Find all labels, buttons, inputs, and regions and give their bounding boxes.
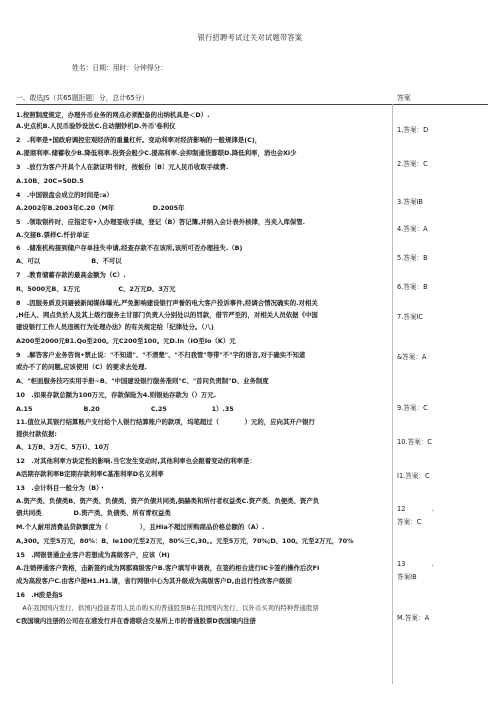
question-line: A在我国国内发行、供国内投能者用人民币购买的普通股票B在我国国内发行、以外币买卖的特种普通股票 — [16, 604, 319, 612]
question-line: 3 .放行为客户开具个人在款证明书时，按板份〔B〕元人民币收取手续费. — [16, 163, 229, 171]
question-line: 或办不了的问题,应该使用（C）的要求去处理. — [16, 363, 147, 371]
question-line: 11.值位从其银行结算账户支付给个人银行结算账户的款项，坞笔超过（ ）元的，应向其开户银行 — [16, 418, 315, 426]
question-line: 7 .教育储蓄存款的最高金额为（C）. — [16, 271, 126, 279]
answer-2: 2.答案：C — [397, 160, 428, 168]
question-line: 1.按照制度规定，办理外币业务的网点必须配备的出纳机具是＜D）. — [16, 111, 210, 119]
question-line: 2 .利率是•国政府调控宏观经济的重量杠杆。变动利率对经济影响的一般规律是(C)， — [16, 136, 262, 144]
question-line: A活期存款利率B定期存款利率C基准利率D名义利率 — [16, 470, 164, 478]
header-rule — [16, 104, 488, 105]
answer-8: &答案：A — [397, 353, 427, 361]
question-line: 成为高段客户C.由客户提H1.H1.请，省行网银中心为其升级成为高级客户D,由总行性改客户级别 — [16, 577, 292, 585]
question-line: A、"柜面服务技巧实用手册~B、"中国建设银行服务准则"C、"首问负责制"D、业务制度 — [16, 377, 269, 385]
question-line: 提供付款依据: — [16, 430, 57, 438]
answer-6: 6.答案：B — [397, 283, 428, 291]
question-line: A,300。元至5万元，80%：B、le100元至2万元，80%三C,30。。元至5万元，70%;D、100。元至2万元，70% — [16, 537, 354, 545]
question-line: C我国境内注册的公司在在港发行并在香港联合交易所上市的普通股票D我国境内注册 — [16, 617, 257, 625]
question-line: 9 .解答客户业务咨询•禁止说："不知道"、"不清楚"、"不归我管"等带"不"字的语言,对于确实不知道 — [16, 351, 306, 359]
answer-4: 4.答案：A — [397, 225, 428, 233]
section-heading: 一、敢选JS（共65题拒题〕分，总计65分） — [16, 94, 149, 102]
question-line: A.10B、20C=50D.5 — [16, 177, 84, 185]
answer-12: 12 .答案：C — [397, 505, 434, 526]
question-line: A.注销停通客户资格，击新签约成为网郡商级客户B.客户填写申请表，在签约柜台进行IC卡签约操作后次FI — [16, 564, 320, 572]
answer-column-header: 答案 — [397, 94, 411, 102]
question-line: 13 .会计科目一般分为（B）・ — [16, 484, 106, 492]
question-line: A.史点机B.人民币验钞设法C.自动捆钞机D.外币'卷利仪 — [16, 122, 176, 130]
exam-meta-line: 姓名：日期：用时：分钟得分： — [72, 64, 168, 72]
question-line: 4 .中国银盘会成立的时间是:a） — [16, 191, 113, 199]
answer-11: I1.答案：C — [397, 472, 430, 480]
answer-3: 3.答案IB — [397, 198, 423, 206]
answer-9: 9.答案：C — [397, 404, 428, 412]
question-line: M.个人耐用消费品贷款额度为（ ），且Hia不超过所购商品价格总额的（A）. — [16, 523, 265, 531]
question-line: A、1万B、3万C、5万I）、10万 — [16, 443, 110, 451]
question-line: A.2002年B.2003年C.20（M年 D.2005年 — [16, 204, 185, 212]
question-line: 8 .因服务质及问避被新闻媒体曝光,严免影响建设银行声誉的电大客户投诉事件,经调合情况确实的.对相关 — [16, 299, 318, 307]
question-line: A.提商利率.储蓄收少B.降低利率.投资会般少C.提高利率.会抑制通货膨联D.降低利率，消也会Xi少 — [16, 149, 297, 157]
question-line: 16 .H股是指S — [16, 591, 63, 599]
answer-7: 7.答案IC — [397, 313, 424, 321]
question-line: 15 .网银普通企业客户若想成为高级客户，应该（H) — [16, 551, 170, 559]
question-line: 10 .如果存款总额为100万元，存款保险为4.则银始存款为（）万元. — [16, 391, 217, 399]
question-line: A.15 B.20 C.25 1）.35 — [16, 405, 234, 413]
answer-14: M.答案：A — [397, 614, 430, 622]
question-line: ,H任人、网点负於人及其上级行服务主甘部门负责人分别处以的罚款，借节严至的，对相关人员依据《中国 — [16, 311, 318, 319]
question-line: A.资产类、负债类B、资产类、负债类、资产负债共同类,损赫类和所付者权益类C.资产类、负便类、资产负 — [16, 497, 320, 505]
question-line: 5 .领取银杵时，应指定专•入办理签收手续，登记（B）答记簿,并纳入会计表外核律，当夹入库保管. — [16, 218, 306, 226]
answer-10: 10.答案：C — [397, 438, 432, 446]
question-line: 12 .对其他利率方块定性的影响.当它发生变动时,其他利率也会跟着变动的利率是： — [16, 457, 256, 465]
question-line: A.交接B.票样C.忏价单证 — [16, 231, 90, 239]
column-divider — [392, 104, 393, 684]
question-line: 建设银行工作人员违规行为处理办法》的有关规定给「纪律处分。（八) — [16, 323, 214, 331]
page-title: 银行招聘考试过关对试题带答案 — [197, 33, 303, 42]
answer-13: 13 .答案IB — [397, 560, 434, 581]
answer-5: 5.答案：B — [397, 254, 428, 262]
question-line: 6 .储准机构接到储户存单挂失申请,经查存款不在该所,该所可否办理挂失.（B) — [16, 244, 243, 252]
question-line: 债共同类 D.资产类、负债类、所有青权益类 — [16, 509, 171, 517]
answer-1: 1,答案：D — [397, 126, 429, 134]
question-line: A、可以 B、不可以 — [16, 257, 122, 265]
question-line: R、5000元B、1万元 C、2万元D、3万元 — [16, 285, 176, 293]
question-line: A200至2000元B1.Qo至200。元C200至100。元D.In（IO至Io（K）元 — [16, 337, 236, 345]
